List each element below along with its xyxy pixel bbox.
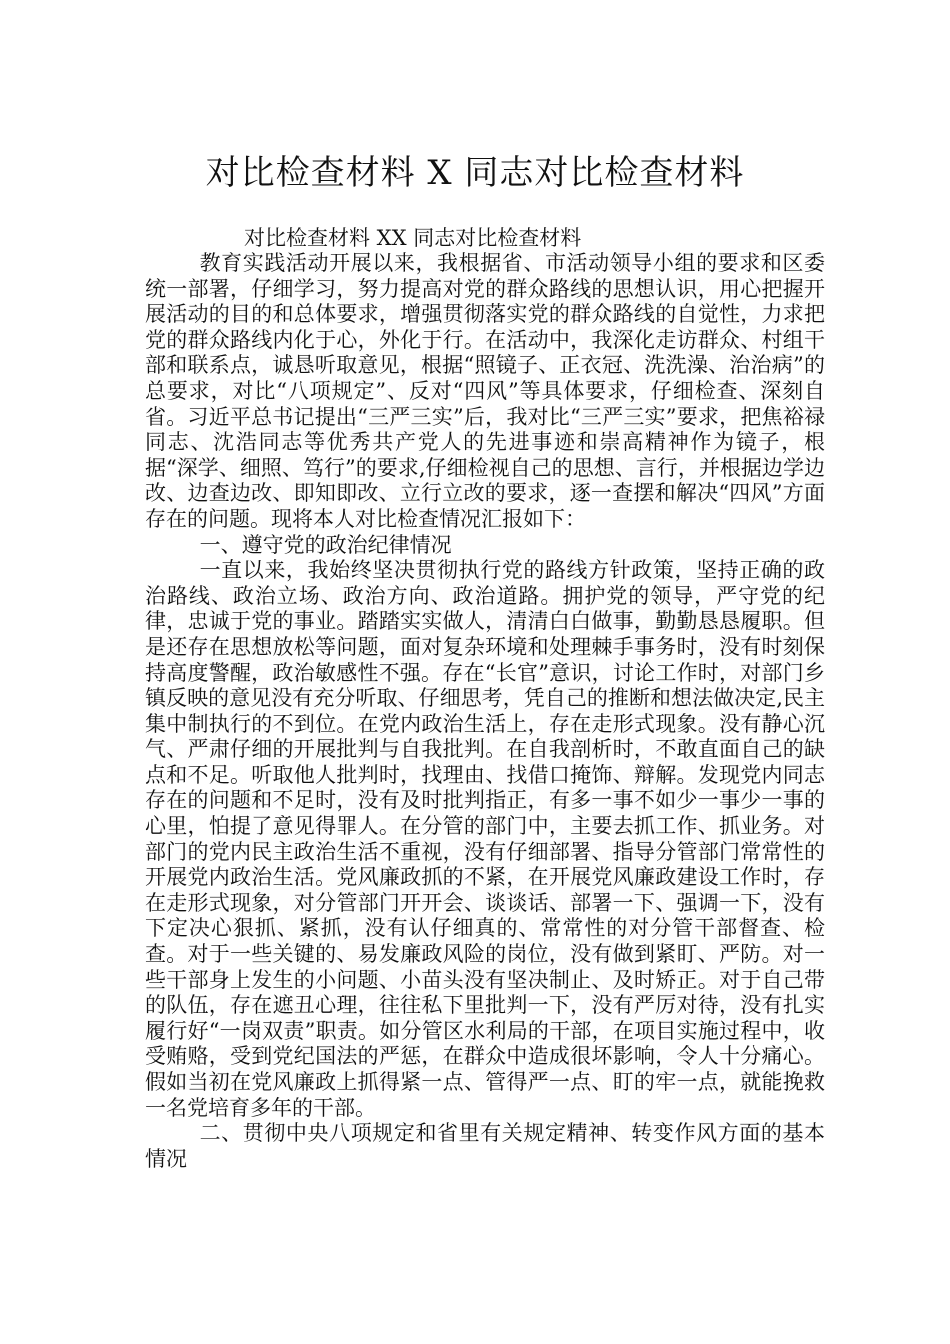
section-1-paragraph: 一直以来，我始终坚决贯彻执行党的路线方针政策，坚持正确的政治路线、政治立场、政治方向、政治道路。拥护党的领导，严守党的纪律，忠诚于党的事业。踏踏实实做人，清清白白做事，勤勤恳恳履职。但是还存在思想放松等问题，面对复杂环境和处理棘手事务时，没有时刻保持高度警醒，政治敏感性不强。存在“长官”意识，讨论工作时，对部门乡镇反映的意见没有充分听取、仔细思考，凭自己的推断和想法做决定,民主集中制执行的不到位。在党内政治生活上，存在走形式现象。没有静心沉气、严肃仔细的开展批判与自我批判。在自我剖析时，不敢直面自己的缺点和不足。听取他人批判时，找理由、找借口掩饰、辩解。发现党内同志存在的问题和不足时，没有及时批判指正，有多一事不如少一事少一事的心里，怕提了意见得罪人。在分管的部门中，主要去抓工作、抓业务。对部门的党内民主政治生活不重视，没有仔细部署、指导分管部门常常性的开展党内政治生活。党风廉政抓的不紧，在开展党风廉政建设工作时，存在走形式现象，对分管部门开开会、谈谈话、部署一下、强调一下，没有下定决心狠抓、紧抓，没有认仔细真的、常常性的对分管干部督查、检查。对于一些关键的、易发廉政风险的岗位，没有做到紧盯、严防。对一些干部身上发生的小问题、小苗头没有坚决制止、及时矫正。对于自己带的队伍，存在遮丑心理，往往私下里批判一下，没有严厉对待，没有扎实履行好“一岗双责”职责。如分管区水利局的干部，在项目实施过程中，收受贿赂，受到党纪国法的严惩，在群众中造成很坏影响，令人十分痛心。假如当初在党风廉政上抓得紧一点、管得严一点、盯的牢一点，就能挽救一名党培育多年的干部。 [145, 558, 825, 1120]
document-body [145, 251, 825, 1172]
section-heading-1: 一、遵守党的政治纪律情况 [199, 532, 452, 557]
section-heading-2: 二、贯彻中央八项规定和省里有关规定精神、转变作风方面的基本情况 [145, 1121, 825, 1171]
document-subtitle: 对比检查材料 XX 同志对比检查材料 [244, 226, 582, 250]
document-title: 对比检查材料 X 同志对比检查材料 [205, 152, 745, 193]
intro-paragraph: 教育实践活动开展以来，我根据省、市活动领导小组的要求和区委统一部署，仔细学习，努力提高对党的群众路线的思想认识，用心把握开展活动的目的和总体要求，增强贯彻落实党的群众路线的自觉性，力求把党的群众路线内化于心，外化于行。在活动中，我深化走访群众、村组干部和联系点，诚恳听取意见，根据“照镜子、正衣冠、洗洗澡、治治病”的总要求，对比“八项规定”、反对“四风”等具体要求，仔细检查、深刻自省。习近平总书记提出“三严三实”后，我对比“三严三实”要求，把焦裕禄同志、沈浩同志等优秀共产党人的先进事迹和崇高精神作为镜子，根据“深学、细照、笃行”的要求,仔细检视自己的思想、言行，并根据边学边改、边查边改、即知即改、立行立改的要求，逐一查摆和解决“四风”方面存在的问题。现将本人对比检查情况汇报如下： [145, 251, 825, 531]
